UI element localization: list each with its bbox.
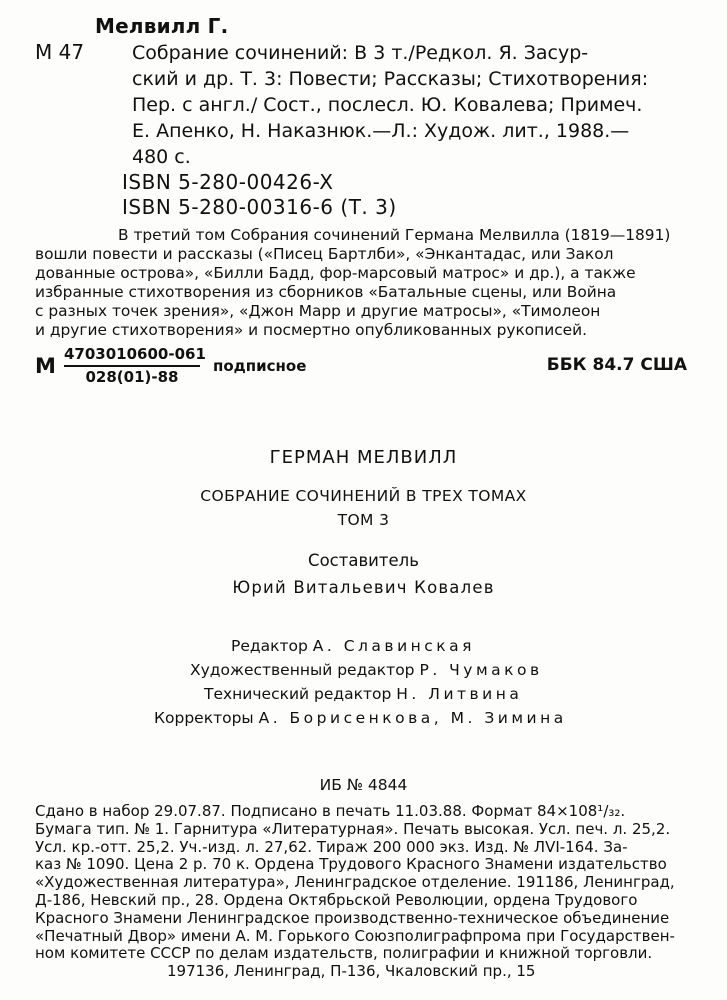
fraction-numerator: 4703010600-061: [64, 345, 200, 367]
editor-name: Н. Литвина: [396, 685, 523, 703]
editor-name: Р. Чумаков: [419, 661, 543, 679]
editor-role: Редактор: [231, 637, 308, 655]
ib-number: ИБ № 4844: [319, 776, 408, 794]
bibliographic-description: [132, 40, 648, 170]
editor-role: Корректоры: [154, 709, 254, 727]
editor-line: [190, 661, 543, 679]
imprint-line: Д-186, Невский пр., 28. Ордена Октябрьской Революции, ордена Трудового: [35, 890, 638, 909]
editor-role: Художественный редактор: [190, 661, 415, 679]
annotation-line: вошли повести и рассказы («Писец Бартлби», «Энкантадас, или Закол: [35, 245, 614, 263]
imprint: [35, 803, 675, 981]
bib-line: Е. Апенко, Н. Наказнюк.—Л.: Худож. лит., 1988.—: [132, 120, 630, 142]
bib-line: 480 с.: [132, 146, 191, 168]
editor-role: Технический редактор: [204, 685, 392, 703]
annotation-line: и другие стихотворения» и посмертно опубликованных рукописей.: [35, 321, 588, 339]
bib-line: Пер. с англ./ Сост., послесл. Ю. Ковалева; Примеч.: [132, 94, 643, 116]
isbn-line: ISBN 5-280-00426-X: [122, 170, 334, 194]
imprint-line: «Художественная литература», Ленинградское отделение. 191186, Ленинград,: [35, 873, 675, 892]
imprint-line: каз № 1090. Цена 2 р. 70 к. Ордена Трудового Красного Знамени издательство: [35, 855, 667, 874]
bib-line: ский и др. Т. 3: Повести; Рассказы; Стихотворения:: [132, 68, 649, 90]
compiler-name: Юрий Витальевич Ковалев: [232, 578, 495, 597]
annotation-line: с разных точек зрения», «Джон Марр и другие матросы», «Тимолеон: [35, 302, 601, 320]
title-author: ГЕРМАН МЕЛВИЛЛ: [269, 447, 458, 468]
annotation: [35, 226, 695, 340]
editor-line: [231, 637, 475, 655]
imprint-line: Бумага тип. № 1. Гарнитура «Литературная». Печать высокая. Усл. печ. л. 25,2.: [35, 819, 671, 838]
imprint-line: 197136, Ленинград, П-136, Чкаловский пр., 15: [167, 962, 536, 981]
editor-line: [204, 685, 522, 703]
compiler-label: Составитель: [308, 551, 419, 570]
collection-title: СОБРАНИЕ СОЧИНЕНИЙ В ТРЕХ ТОМАХ: [200, 487, 527, 505]
editor-line: [154, 709, 567, 727]
subscription-label: подписное: [213, 357, 307, 375]
imprint-line: Красного Знамени Ленинградское производственно-техническое объединение: [35, 908, 670, 927]
bbk-code: ББК 84.7 США: [546, 355, 687, 375]
imprint-line: ном комитете СССР по делам издательств, полиграфии и книжной торговли.: [35, 944, 653, 963]
author-heading: Мелвилл Г.: [95, 14, 229, 38]
editor-name: А. Борисенкова, М. Зимина: [258, 709, 567, 727]
annotation-line: В третий том Собрания сочинений Германа Мелвилла (1819—1891): [118, 226, 671, 244]
fraction-denominator: 028(01)-88: [85, 368, 179, 386]
classification-letter: М: [35, 354, 56, 378]
volume-label: ТОМ 3: [337, 511, 390, 529]
imprint-line: Сдано в набор 29.07.87. Подписано в печать 11.03.88. Формат 84×108¹/₃₂.: [35, 802, 626, 820]
annotation-line: дованные острова», «Билли Бадд, фор-марсовый матрос» и др.), а также: [35, 264, 636, 282]
imprint-line: «Печатный Двор» имени А. М. Горького Союзполиграфпрома при Государствен-: [35, 926, 675, 945]
editor-name: А. Славинская: [312, 637, 475, 655]
classification-fraction: [64, 345, 206, 386]
isbn-line: ISBN 5-280-00316-6 (Т. 3): [122, 195, 397, 219]
annotation-line: избранные стихотворения из сборников «Батальные сцены, или Война: [35, 283, 617, 301]
catalog-code: М 47: [35, 40, 85, 64]
bib-line: Собрание сочинений: В 3 т./Редкол. Я. Засур-: [132, 42, 589, 64]
imprint-line: Усл. кр.-отт. 25,2. Уч.-изд. л. 27,62. Тираж 200 000 экз. Изд. № ЛVI-164. За-: [35, 837, 628, 856]
